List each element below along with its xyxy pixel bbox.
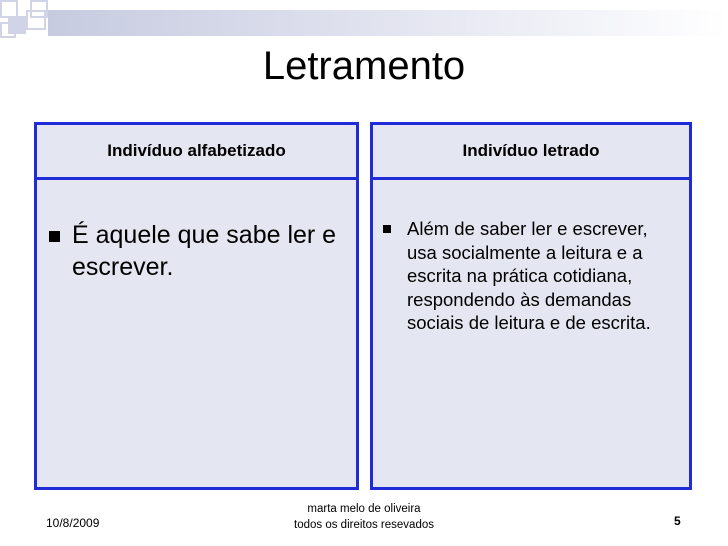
bullet-item <box>383 217 681 335</box>
bullet-item <box>49 219 350 283</box>
footer-date: 10/8/2009 <box>46 516 100 530</box>
page-number: 5 <box>674 514 681 528</box>
column-header: Indivíduo alfabetizado <box>37 125 356 180</box>
bullet-text: Além de saber ler e escrever, usa socialmente a leitura e a escrita na prática cotidiana, respondendo às demandas sociais de leitura e de escrita. <box>407 218 651 333</box>
bullet-text: É aquele que sabe ler e escrever. <box>72 221 337 281</box>
column-letrado <box>370 122 692 490</box>
decorative-square <box>0 22 16 38</box>
decorative-band <box>48 10 728 36</box>
footer-rights: todos os direitos resevados <box>294 519 434 531</box>
decorative-square <box>26 10 46 30</box>
footer-author: marta melo de oliveira <box>307 503 421 515</box>
footer-credits <box>264 501 464 533</box>
square-bullet-icon <box>49 231 60 242</box>
square-bullet-icon <box>383 225 391 233</box>
slide-title: Letramento <box>262 44 466 88</box>
column-header: Indivíduo letrado <box>373 125 689 180</box>
column-alfabetizado <box>34 122 359 490</box>
